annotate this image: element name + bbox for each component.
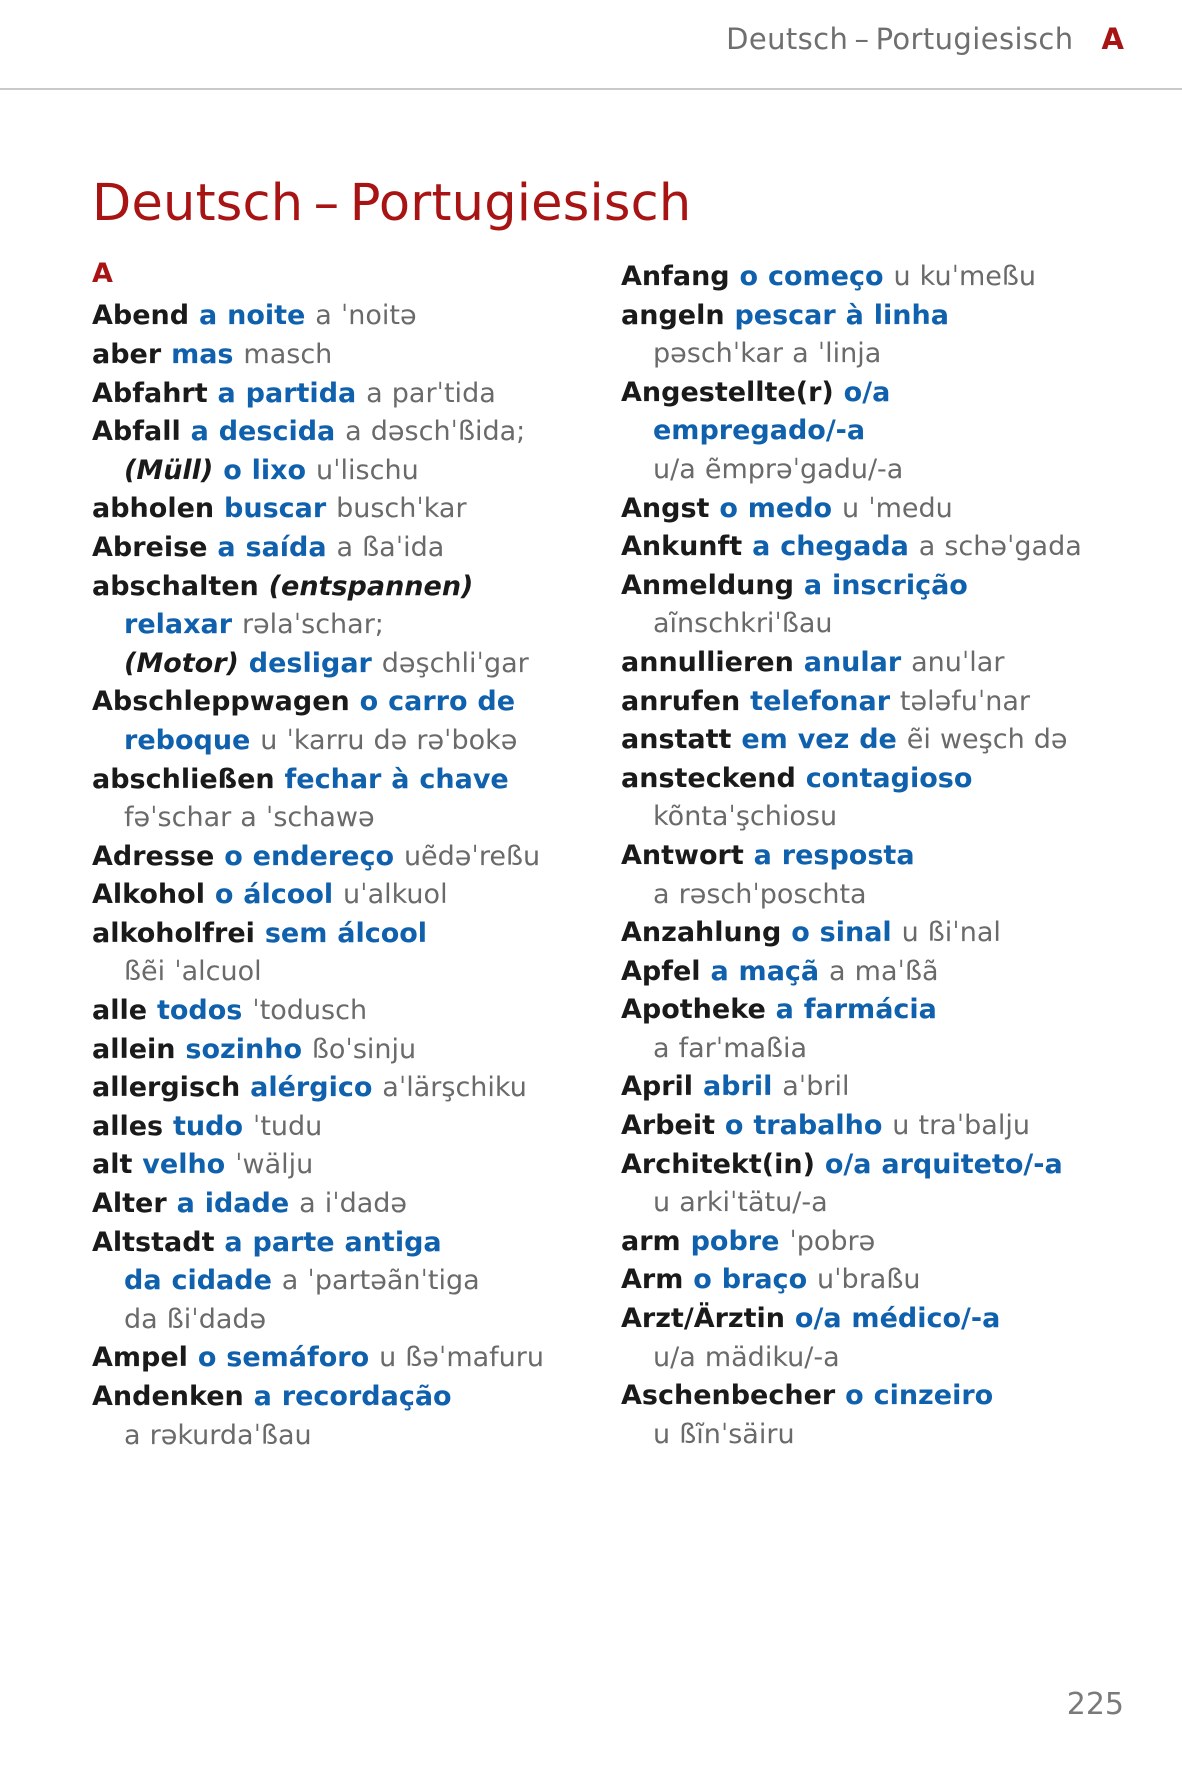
entry-translation: mas <box>171 338 244 370</box>
entry-translation: o começo <box>739 261 894 292</box>
dictionary-entry <box>621 374 1098 413</box>
entry-headword: alle <box>92 995 157 1027</box>
entry-translation: sem álcool <box>264 917 428 949</box>
entry-phonetic: uˈalkuol <box>343 879 448 911</box>
entry-phonetic: ˈpobrə <box>789 1225 876 1257</box>
dictionary-entry <box>621 1300 1098 1339</box>
entry-phonetic: u ˈmedu <box>842 492 953 524</box>
entry-translation: a maçã <box>710 955 830 987</box>
entry-headword: abholen <box>92 493 225 525</box>
entry-phonetic: a iˈdadə <box>299 1188 408 1220</box>
entry-phonetic: aĩnschkriˈßau <box>653 608 833 640</box>
entry-phonetic: a schəˈgada <box>918 531 1082 563</box>
entry-headword: aber <box>92 338 172 370</box>
entry-translation: o álcool <box>214 879 344 911</box>
dictionary-entry <box>92 413 569 452</box>
dictionary-entry <box>621 721 1098 760</box>
entry-headword: Anzahlung <box>621 917 792 949</box>
dictionary-entry <box>621 914 1098 953</box>
entry-phonetic: u traˈbalju <box>892 1110 1030 1142</box>
entry-headword: Abend <box>92 300 199 332</box>
dictionary-entry <box>92 1301 569 1340</box>
entry-translation: sozinho <box>185 1033 312 1065</box>
entry-translation: a idade <box>176 1188 300 1220</box>
entry-headword: Abschleppwagen <box>92 686 360 718</box>
dictionary-entry <box>92 1378 569 1417</box>
dictionary-entry <box>621 1184 1098 1223</box>
entry-translation: o/a médico/-a <box>794 1303 1001 1335</box>
entry-translation: empregado/-a <box>653 415 866 447</box>
dictionary-entry <box>621 953 1098 992</box>
dictionary-entry <box>92 1339 569 1378</box>
entry-translation: velho <box>142 1149 236 1181</box>
entry-phonetic: ßẽi ˈalcuol <box>124 956 262 988</box>
entry-headword: Adresse <box>92 840 225 872</box>
entry-headword: allergisch <box>92 1072 251 1104</box>
running-head-letter: A <box>1101 22 1124 56</box>
entry-translation: o carro de <box>359 686 516 718</box>
entry-headword: Arzt/Ärztin <box>621 1303 795 1335</box>
entry-translation: a partida <box>217 377 367 409</box>
dictionary-entry <box>621 644 1098 683</box>
dictionary-entry <box>92 838 569 877</box>
entry-headword: alles <box>92 1110 174 1142</box>
entry-headword: Anmeldung <box>621 569 804 601</box>
entry-phonetic: u ßiˈnal <box>901 917 1001 949</box>
dictionary-entry <box>621 451 1098 490</box>
entry-headword: Altstadt <box>92 1226 225 1258</box>
entry-phonetic: a farˈmaßia <box>653 1032 808 1064</box>
entry-phonetic: a ˈnoitə <box>315 300 417 332</box>
dictionary-entry <box>621 1416 1098 1455</box>
entry-headword: abschalten <box>92 570 269 602</box>
dictionary-entry <box>92 915 569 954</box>
entry-phonetic: pəschˈkar a ˈlinja <box>653 338 882 370</box>
entry-phonetic: masch <box>243 338 333 370</box>
entry-headword: Ampel <box>92 1342 198 1374</box>
entry-translation: buscar <box>224 493 337 525</box>
entry-translation: alérgico <box>250 1072 383 1104</box>
entry-columns <box>92 258 1098 1455</box>
dictionary-entry <box>92 799 569 838</box>
entry-phonetic: a ßaˈida <box>336 531 445 563</box>
entry-translation: todos <box>156 995 253 1027</box>
entry-phonetic: aˈlärşchiku <box>382 1072 527 1104</box>
entry-list-right <box>621 258 1098 1454</box>
entry-phonetic: a rəkurdaˈßau <box>124 1419 312 1451</box>
entry-translation: pescar à linha <box>734 299 949 331</box>
entry-translation: a chegada <box>752 531 919 563</box>
dictionary-entry <box>621 1377 1098 1416</box>
entry-translation: anular <box>803 646 912 678</box>
dictionary-entry <box>621 1068 1098 1107</box>
dictionary-entry <box>92 568 569 607</box>
entry-translation: abril <box>702 1071 783 1103</box>
entry-translation: o cinzeiro <box>845 1380 994 1412</box>
dictionary-entry <box>621 837 1098 876</box>
page-number: 225 <box>1066 1687 1124 1722</box>
dictionary-entry <box>621 1146 1098 1185</box>
entry-translation: fechar à chave <box>284 763 509 795</box>
entry-translation: da cidade <box>124 1265 282 1297</box>
entry-headword: abschließen <box>92 763 285 795</box>
entry-phonetic: a parˈtida <box>366 377 496 409</box>
dictionary-entry <box>92 992 569 1031</box>
dictionary-entry <box>92 375 569 414</box>
column-left <box>92 258 569 1455</box>
dictionary-entry <box>92 1224 569 1263</box>
entry-headword: Architekt(in) <box>621 1148 825 1180</box>
entry-headword: Apotheke <box>621 994 776 1026</box>
entry-translation: o sinal <box>791 917 902 949</box>
running-head-title: Deutsch – Portugiesisch <box>726 22 1074 56</box>
entry-headword: annullieren <box>621 646 804 678</box>
dictionary-entry <box>621 412 1098 451</box>
entry-phonetic: u/a ẽmprəˈgadu/-a <box>653 453 904 485</box>
dictionary-entry <box>621 798 1098 837</box>
entry-phonetic: anuˈlar <box>911 646 1005 678</box>
dictionary-entry <box>621 528 1098 567</box>
entry-headword: Ankunft <box>621 531 753 563</box>
header-divider <box>0 88 1182 90</box>
entry-translation: o trabalho <box>724 1110 893 1142</box>
dictionary-entry <box>92 297 569 336</box>
dictionary-entry <box>92 606 569 645</box>
entry-phonetic: u kuˈmeßu <box>893 261 1037 292</box>
dictionary-entry <box>92 645 569 684</box>
dictionary-entry <box>92 876 569 915</box>
entry-translation: a recordação <box>253 1381 452 1413</box>
dictionary-entry <box>92 1069 569 1108</box>
entry-translation: o/a arquiteto/-a <box>824 1148 1063 1180</box>
dictionary-entry <box>92 1185 569 1224</box>
dictionary-entry <box>621 335 1098 374</box>
entry-headword: Arm <box>621 1264 694 1296</box>
dictionary-entry <box>92 1262 569 1301</box>
entry-phonetic: a maˈßã <box>829 955 939 987</box>
entry-headword: alt <box>92 1149 143 1181</box>
entry-translation: o lixo <box>223 454 317 486</box>
entry-translation: contagioso <box>805 762 973 794</box>
dictionary-entry <box>621 1030 1098 1069</box>
entry-translation: desligar <box>248 647 382 679</box>
entry-phonetic: dəşchliˈgar <box>381 647 529 679</box>
dictionary-entry <box>621 567 1098 606</box>
entry-phonetic: ßoˈsinju <box>311 1033 417 1065</box>
entry-translation: a farmácia <box>775 994 937 1026</box>
dictionary-entry <box>92 761 569 800</box>
entry-phonetic: rəlaˈschar; <box>241 609 384 641</box>
entry-headword: April <box>621 1071 703 1103</box>
dictionary-entry <box>92 1108 569 1147</box>
entry-translation: o endereço <box>224 840 404 872</box>
entry-headword: Anfang <box>621 261 740 292</box>
entry-phonetic: da ßiˈdadə <box>124 1303 267 1335</box>
entry-phonetic: ẽi weşch də <box>906 724 1068 756</box>
entry-translation: o/a <box>843 376 891 408</box>
entry-headword: Andenken <box>92 1381 254 1413</box>
entry-translation: o medo <box>719 492 842 524</box>
section-letter: A <box>92 258 113 289</box>
entry-headword: anstatt <box>621 724 742 756</box>
dictionary-entry <box>621 876 1098 915</box>
entry-translation: o semáforo <box>197 1342 380 1374</box>
dictionary-entry <box>92 953 569 992</box>
entry-phonetic: a ˈpartəãnˈtiga <box>281 1265 480 1297</box>
dictionary-entry <box>92 1417 569 1456</box>
dictionary-entry <box>92 452 569 491</box>
dictionary-entry <box>621 1339 1098 1378</box>
entry-headword: allein <box>92 1033 186 1065</box>
entry-translation: a resposta <box>753 839 915 871</box>
entry-translation: reboque <box>124 724 261 756</box>
entry-phonetic: u ßĩnˈsäiru <box>653 1418 795 1450</box>
entry-phonetic: buschˈkar <box>336 493 467 525</box>
dictionary-entry <box>621 297 1098 336</box>
dictionary-entry <box>621 605 1098 644</box>
dictionary-entry <box>92 722 569 761</box>
entry-phonetic: uẽdəˈreßu <box>403 840 541 872</box>
dictionary-entry <box>92 1031 569 1070</box>
entry-headword: Aschenbecher <box>621 1380 846 1412</box>
dictionary-entry <box>621 991 1098 1030</box>
dictionary-entry <box>621 1261 1098 1300</box>
column-right <box>621 258 1098 1455</box>
entry-headword: Abfall <box>92 416 191 448</box>
page-title: Deutsch – Portugiesisch <box>92 174 692 234</box>
entry-translation: tudo <box>173 1110 253 1142</box>
dictionary-entry <box>92 529 569 568</box>
entry-phonetic: kõntaˈşchiosu <box>653 801 838 833</box>
dictionary-entry <box>92 490 569 529</box>
entry-headword: Angst <box>621 492 720 524</box>
entry-headword: Apfel <box>621 955 711 987</box>
entry-translation: telefonar <box>750 685 900 717</box>
dictionary-entry <box>621 490 1098 529</box>
entry-headword: Alkohol <box>92 879 215 911</box>
entry-note: (Motor) <box>124 647 249 679</box>
entry-phonetic: ˈwälju <box>235 1149 314 1181</box>
entry-phonetic: ˈtudu <box>252 1110 323 1142</box>
entry-note: (Müll) <box>124 454 224 486</box>
entry-phonetic: tələfuˈnar <box>899 685 1031 717</box>
entry-headword: arm <box>621 1225 691 1257</box>
entry-translation: a inscrição <box>803 569 968 601</box>
dictionary-entry <box>92 336 569 375</box>
dictionary-entry <box>92 683 569 722</box>
dictionary-entry <box>621 258 1098 297</box>
entry-translation: a saída <box>217 531 337 563</box>
dictionary-entry <box>621 1223 1098 1262</box>
dictionary-entry <box>92 1146 569 1185</box>
entry-phonetic: aˈbril <box>782 1071 850 1103</box>
running-head <box>0 22 1182 82</box>
entry-phonetic: uˈlischu <box>316 454 419 486</box>
entry-phonetic: u arkiˈtätu/-a <box>653 1187 828 1219</box>
entry-note: (entspannen) <box>268 570 474 602</box>
entry-translation: pobre <box>690 1225 790 1257</box>
entry-phonetic: uˈbraßu <box>817 1264 921 1296</box>
entry-headword: anrufen <box>621 685 751 717</box>
entry-translation: relaxar <box>124 609 242 641</box>
entry-headword: ansteckend <box>621 762 806 794</box>
dictionary-entry <box>621 683 1098 722</box>
entry-headword: Angestellte(r) <box>621 376 844 408</box>
entry-headword: Abreise <box>92 531 218 563</box>
entry-translation: em vez de <box>741 724 907 756</box>
entry-headword: angeln <box>621 299 735 331</box>
entry-phonetic: u ˈkarru də rəˈbokə <box>260 724 518 756</box>
entry-translation: a descida <box>190 416 346 448</box>
entry-phonetic: u/a mädiku/-a <box>653 1341 840 1373</box>
entry-translation: a noite <box>198 300 316 332</box>
entry-phonetic: u ßəˈmafuru <box>379 1342 544 1374</box>
entry-headword: Abfahrt <box>92 377 218 409</box>
entry-translation: a parte antiga <box>224 1226 442 1258</box>
entry-headword: Antwort <box>621 839 754 871</box>
entry-phonetic: a dəschˈßida; <box>345 416 526 448</box>
entry-phonetic: a rəschˈposchta <box>653 878 867 910</box>
entry-phonetic: ˈtodusch <box>252 995 368 1027</box>
entry-phonetic: fəˈschar a ˈschawə <box>124 802 375 834</box>
dictionary-entry <box>621 1107 1098 1146</box>
entry-headword: Arbeit <box>621 1110 725 1142</box>
entry-list-left <box>92 297 569 1455</box>
entry-headword: Alter <box>92 1188 177 1220</box>
dictionary-entry <box>621 760 1098 799</box>
entry-headword: alkoholfrei <box>92 917 265 949</box>
entry-translation: o braço <box>693 1264 818 1296</box>
